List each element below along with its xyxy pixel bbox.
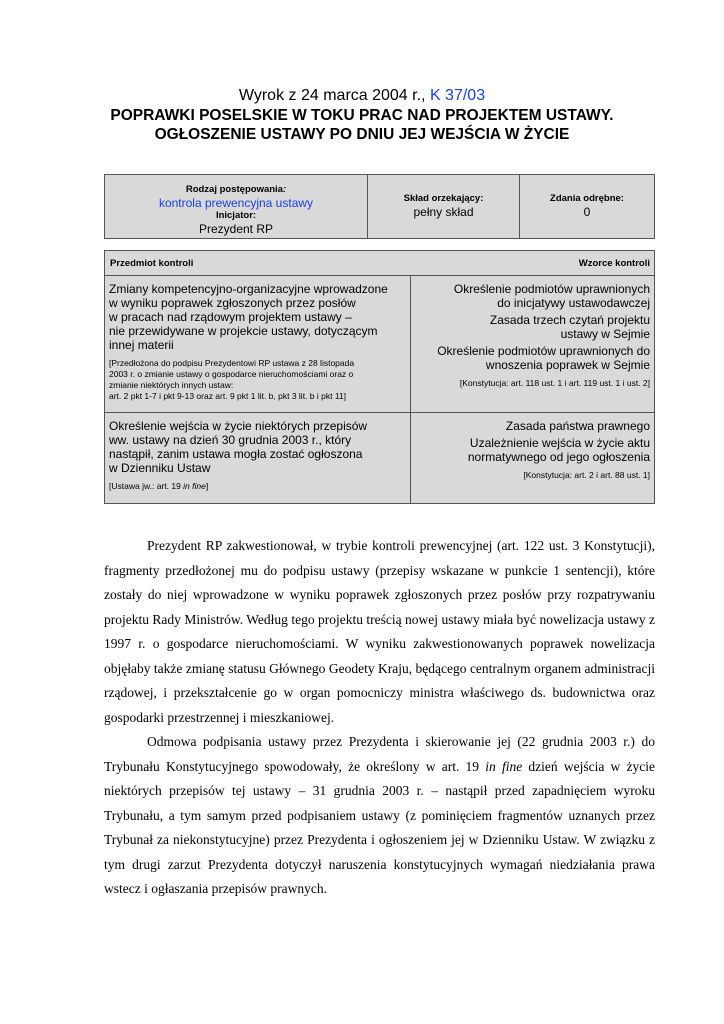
dissent-value: 0 [583,205,591,219]
control-table [104,250,655,504]
proceeding-type-value: kontrola prewencyjna ustawy [158,196,314,210]
subject-text: Zmiany kompetencyjno-organizacyjne wprowadzone w wyniku poprawek zgłoszonych przez posłów w pracach nad rządowym projektem ustawy – nie przewidywane w projekcie ustawy, dotyczącym innej materii [109,282,388,352]
title-line-1: POPRAWKI POSELSKIE W TOKU PRAC NAD PROJEKTEM USTAWY. [110,107,614,124]
subject-cell [105,413,411,503]
pattern-reference: [Konstytucja: art. 2 i art. 88 ust. 1] [523,470,650,480]
pattern-text: Określenie podmiotów uprawnionych do wnoszenia poprawek w Sejmie [437,344,650,372]
pattern-header: Wzorce kontroli [578,258,650,269]
pattern-cell [411,276,654,412]
dissent-label: Zdania odrębne: [550,193,624,204]
table-row [105,276,654,413]
initiator-value: Prezydent RP [198,222,274,236]
pattern-text: Określenie podmiotów uprawnionych do inicjatywy ustawodawczej [453,282,650,310]
pattern-reference: [Konstytucja: art. 118 ust. 1 i art. 119 ust. 1 i ust. 2] [459,378,650,388]
panel-label: Skład orzekający: [403,193,484,204]
initiator-label: Inicjator: [215,210,257,221]
proceeding-column [105,175,368,238]
case-number-link[interactable]: K 37/03 [429,87,486,104]
panel-value: pełny skład [413,205,474,219]
pattern-text: Zasada państwa prawnego [505,419,650,433]
control-table-header [105,251,654,276]
paragraph-2: Odmowa podpisania ustawy przez Prezydenta i skierowanie jej (22 grudnia 2003 r.) do Trybunału Konstytucyjnego spowodowały, że określony w art. 19 in fine dzień wejścia w życie niektórych przepisów tej ustawy – 31 grudnia 2003 r. – nastąpił przed zapadnięciem wyroku Trybunału, a tym samym przed podpisaniem ustawy (z pominięciem fragmentów uznanych przez Trybunał za niekonstytucyjne) przez Prezydenta i ogłoszeniem jej w Dzienniku Ustaw. W związku z tym drugi zarzut Prezydenta dotyczył naruszenia konstytucyjnych wymagań niedziałania prawa wstecz i ogłaszania przepisów prawnych. [104,734,655,896]
dissent-column [520,175,654,238]
subject-text: Określenie wejścia w życie niektórych przepisów ww. ustawy na dzień 30 grudnia 2003 r., który nastąpił, zanim ustawa mogła zostać ogłoszona w Dzienniku Ustaw [109,419,368,475]
paragraph-1: Prezydent RP zakwestionował, w trybie kontroli prewencyjnej (art. 122 ust. 3 Konstytucji), fragmenty przedłożonej mu do podpisu ustawy (przepisy wskazane w punkcie 1 sentencji), które zostały do niej wprowadzone w wyniku poprawek zgłoszonych przez posłów przy rozpatrywaniu projektu Rady Ministrów. Według tego projektu treścią nowej ustawy miała być nowelizacja ustawy z 1997 r. o gospodarce nieruchomościami. W wyniku zakwestionowanych poprawek nowelizacja objęłaby także zmianę statusu Głównego Geodety Kraju, będącego centralnym organem administracji rządowej, i przekształcenie go w organ pomocniczy ministra właściwego ds. budownictwa oraz gospodarki przestrzennej i mieszkaniowej. [104,538,655,725]
verdict-date: Wyrok z 24 marca 2004 r., [238,87,430,104]
table-row [105,413,654,503]
subject-reference: [Ustawa jw.: art. 19 in fine] [109,481,209,491]
pattern-cell [411,413,654,503]
pattern-text: Uzależnienie wejścia w życie aktu normatywnego od jego ogłoszenia [467,436,650,464]
panel-column [368,175,520,238]
title-line-2: OGŁOSZENIE USTAWY PO DNIU JEJ WEJŚCIA W ŻYCIE [154,126,570,143]
subject-header: Przedmiot kontroli [110,258,194,269]
subject-reference: [Przedłożona do podpisu Prezydentowi RP ustawa z 28 listopada 2003 r. o zmianie ustawy o gospodarce nieruchomościami oraz o zmianie niektórych innych ustaw: art. 2 pkt 1-7 i pkt 9-13 oraz art. 9 pkt 1 lit. b, pkt 3 lit. b i pkt 11] [109,358,355,401]
proceeding-info-box [104,174,655,239]
subject-cell [105,276,411,412]
body-text [104,534,655,902]
pattern-text: Zasada trzech czytań projektu ustawy w Sejmie [489,313,650,341]
proceeding-type-label: Rodzaj postępowania: [185,184,287,195]
document-header [60,86,664,144]
verdict-line [60,86,664,106]
